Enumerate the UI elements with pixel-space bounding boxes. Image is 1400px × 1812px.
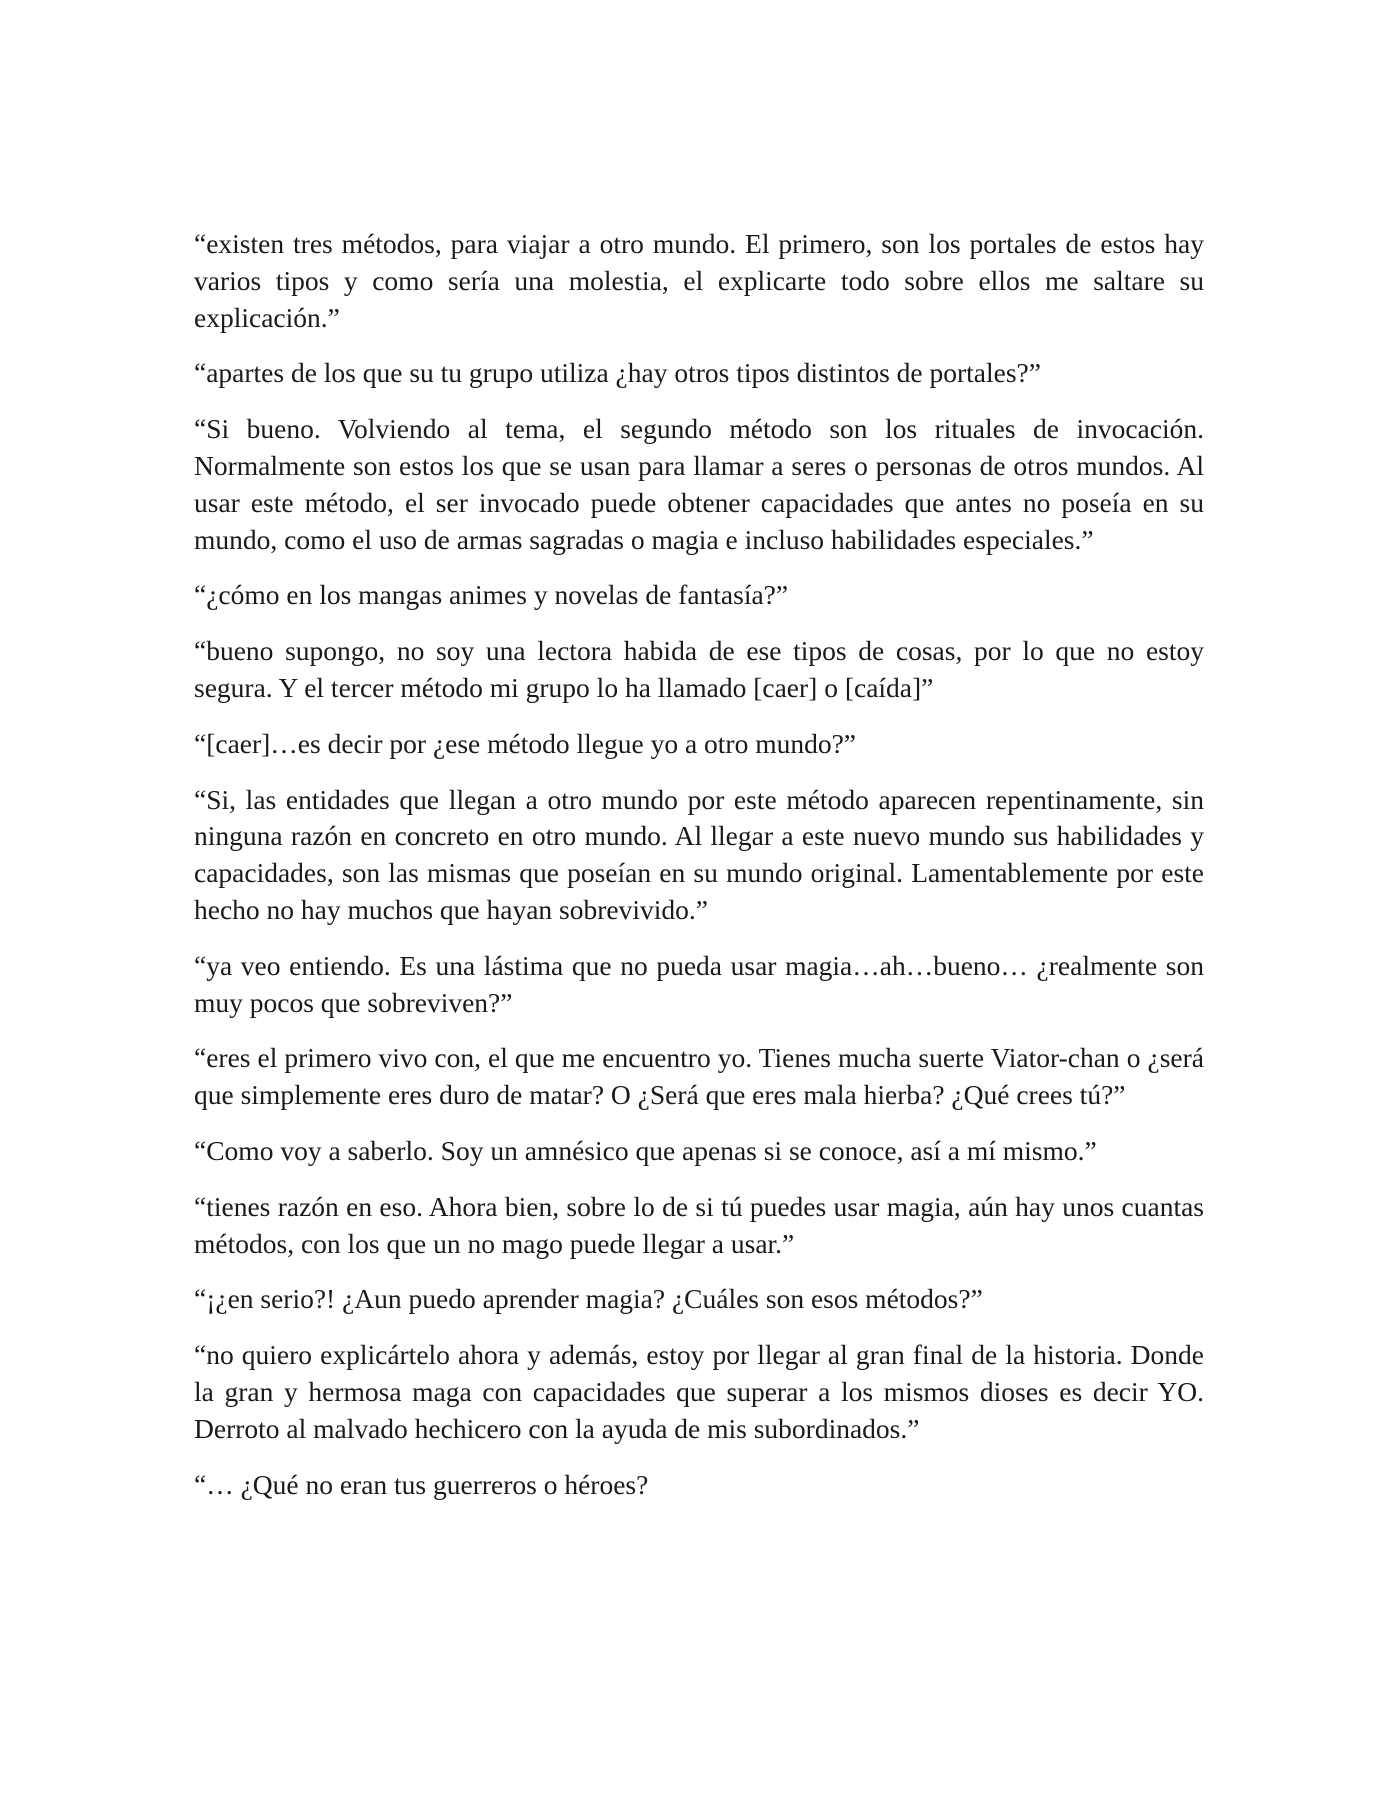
paragraph: “no quiero explicártelo ahora y además, estoy por llegar al gran final de la historia. Donde la gran y hermosa maga con capacidades que superar a los mismos dioses es decir YO. Derroto al malvado hechicero con la ayuda de mis subordinados.” <box>194 1339 1204 1444</box>
paragraph: “Si, las entidades que llegan a otro mundo por este método aparecen repentinamente, sin ninguna razón en concreto en otro mundo. Al llegar a este nuevo mundo sus habilidades y capacidades, son las mismas que poseían en su mundo original. Lamentablemente por este hecho no hay muchos que hayan sobrevivido.” <box>194 783 1204 925</box>
paragraph: “¡¿en serio?! ¿Aun puedo aprender magia? ¿Cuáles son esos métodos?” <box>194 1283 983 1315</box>
paragraph: “tienes razón en eso. Ahora bien, sobre lo de si tú puedes usar magia, aún hay unos cuantas métodos, con los que un no mago puede llegar a usar.” <box>194 1190 1204 1259</box>
paragraph: “Si bueno. Volviendo al tema, el segundo método son los rituales de invocación. Normalmente son estos los que se usan para llamar a seres o personas de otros mundos. Al usar este método, el ser invocado puede obtener capacidades que antes no poseía en su mundo, como el uso de armas sagradas o magia e incluso habilidades especiales.” <box>194 413 1204 555</box>
paragraph: “eres el primero vivo con, el que me encuentro yo. Tienes mucha suerte Viator-chan o ¿será que simplemente eres duro de matar? O ¿Será que eres mala hierba? ¿Qué crees tú?” <box>194 1042 1204 1111</box>
paragraph: “apartes de los que su tu grupo utiliza ¿hay otros tipos distintos de portales?” <box>194 357 1041 389</box>
paragraph: “bueno supongo, no soy una lectora habida de ese tipos de cosas, por lo que no estoy segura. Y el tercer método mi grupo lo ha llamado [caer] o [caída]” <box>194 635 1204 703</box>
paragraph: “… ¿Qué no eran tus guerreros o héroes? <box>194 1468 649 1500</box>
paragraph: “existen tres métodos, para viajar a otro mundo. El primero, son los portales de estos hay varios tipos y como sería una molestia, el explicarte todo sobre ellos me saltare su explicación.” <box>194 228 1204 333</box>
paragraph: “ya veo entiendo. Es una lástima que no pueda usar magia…ah…bueno… ¿realmente son muy pocos que sobreviven?” <box>194 949 1204 1018</box>
body-text <box>194 226 1204 1522</box>
paragraph: “Como voy a saberlo. Soy un amnésico que apenas si se conoce, así a mí mismo.” <box>194 1134 1097 1166</box>
paragraph: “¿cómo en los mangas animes y novelas de fantasía?” <box>194 579 789 611</box>
paragraph: “[caer]…es decir por ¿ese método llegue yo a otro mundo?” <box>194 727 857 759</box>
